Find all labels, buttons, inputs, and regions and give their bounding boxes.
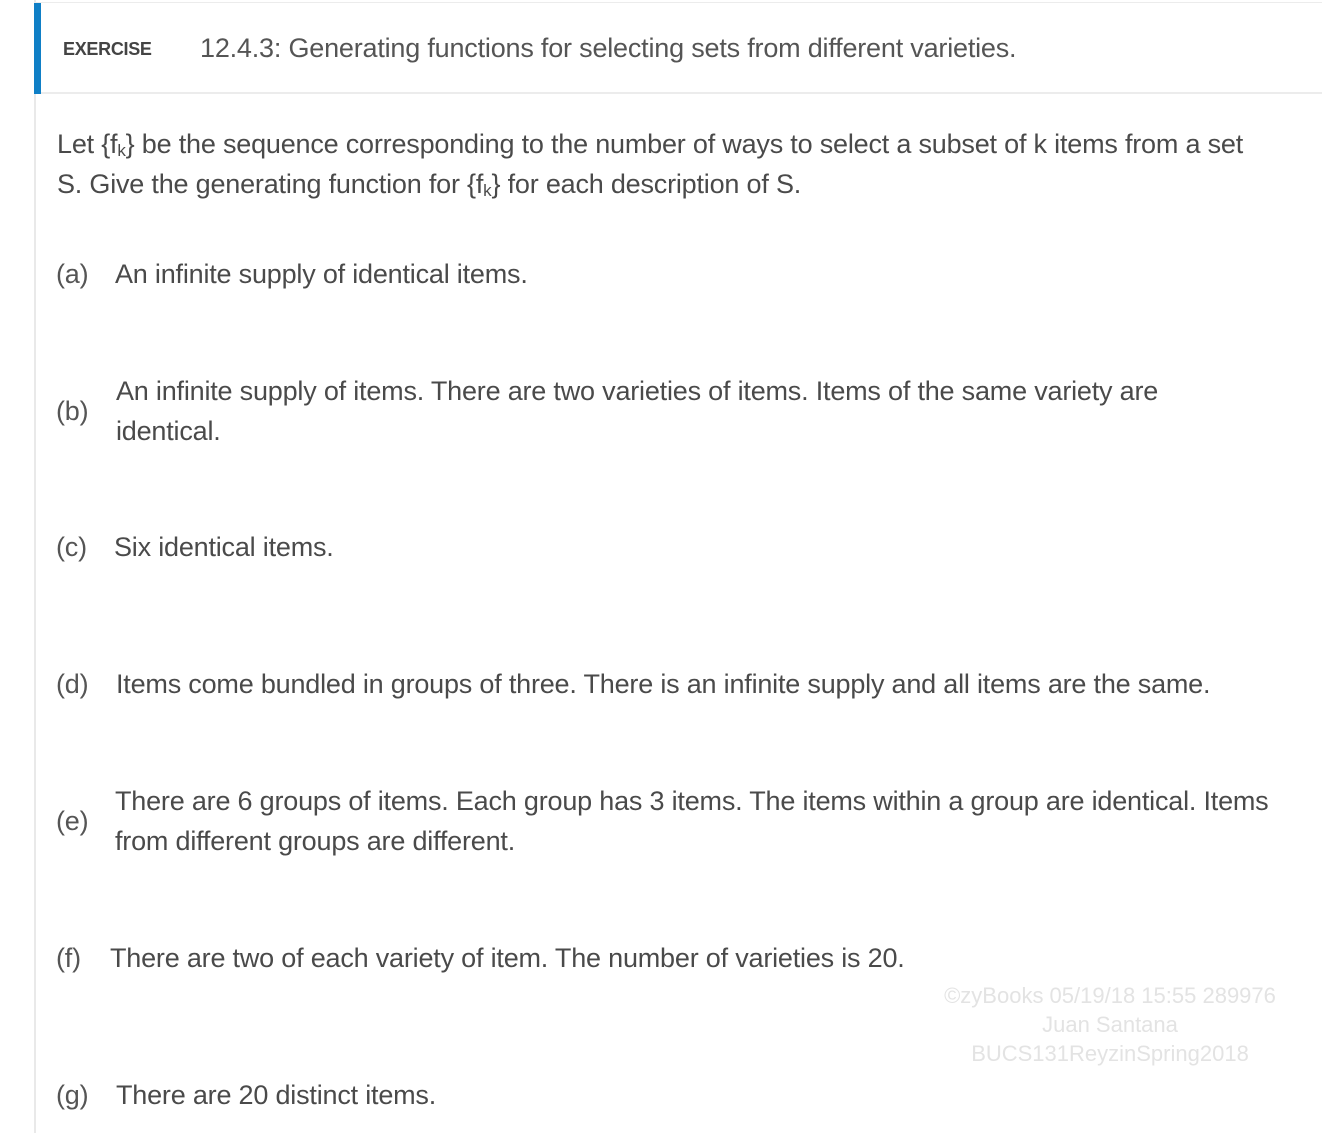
part-d [56, 664, 1210, 704]
part-letter: (b) [56, 395, 89, 426]
exercise-header [34, 3, 1322, 94]
part-letter: (g) [56, 1079, 89, 1110]
part-c [56, 527, 334, 567]
part-text: There are two of each variety of item. The number of varieties is 20. [110, 943, 905, 973]
part-g [56, 1075, 436, 1115]
part-text: Items come bundled in groups of three. There is an infinite supply and all items are the same. [116, 669, 1211, 699]
part-b [56, 371, 1256, 451]
intro-text: S. Give the generating function for {f [57, 169, 484, 199]
part-text: There are 6 groups of items. Each group has 3 items. The items within a group are identical. Items from different groups are different. [115, 786, 1269, 856]
subscript-k: k [117, 141, 126, 160]
part-text: An infinite supply of items. There are two varieties of items. Items of the same variety are identical. [116, 376, 1159, 446]
subscript-k: k [483, 181, 492, 200]
part-e [56, 781, 1285, 861]
zybooks-watermark [905, 981, 1315, 1068]
intro-text: } be the sequence corresponding to the number of ways to select a subset of k items from a set [125, 129, 1243, 159]
part-letter: (f) [56, 942, 81, 973]
exercise-title: 12.4.3: Generating functions for selecting sets from different varieties. [200, 33, 1017, 63]
intro-text: Let {f [57, 129, 118, 159]
part-letter: (a) [56, 258, 89, 289]
part-letter: (d) [56, 668, 89, 699]
watermark-line: BUCS131ReyzinSpring2018 [971, 1041, 1249, 1066]
content-left-border [34, 0, 36, 1133]
exercise-label: EXERCISE [63, 39, 152, 59]
exercise-accent-bar [34, 3, 41, 94]
intro-text: } for each description of S. [491, 169, 802, 199]
part-text: Six identical items. [114, 532, 334, 562]
part-text: An infinite supply of identical items. [115, 259, 528, 289]
intro-line-1 [57, 124, 1322, 164]
watermark-line: Juan Santana [1042, 1012, 1178, 1037]
part-letter: (e) [56, 805, 89, 836]
part-a [56, 254, 528, 294]
part-text: There are 20 distinct items. [116, 1080, 437, 1110]
watermark-line: ©zyBooks 05/19/18 15:55 289976 [944, 983, 1276, 1008]
intro-line-2 [57, 164, 1322, 204]
part-letter: (c) [56, 531, 87, 562]
exercise-intro [57, 124, 1322, 204]
part-f [56, 938, 905, 978]
